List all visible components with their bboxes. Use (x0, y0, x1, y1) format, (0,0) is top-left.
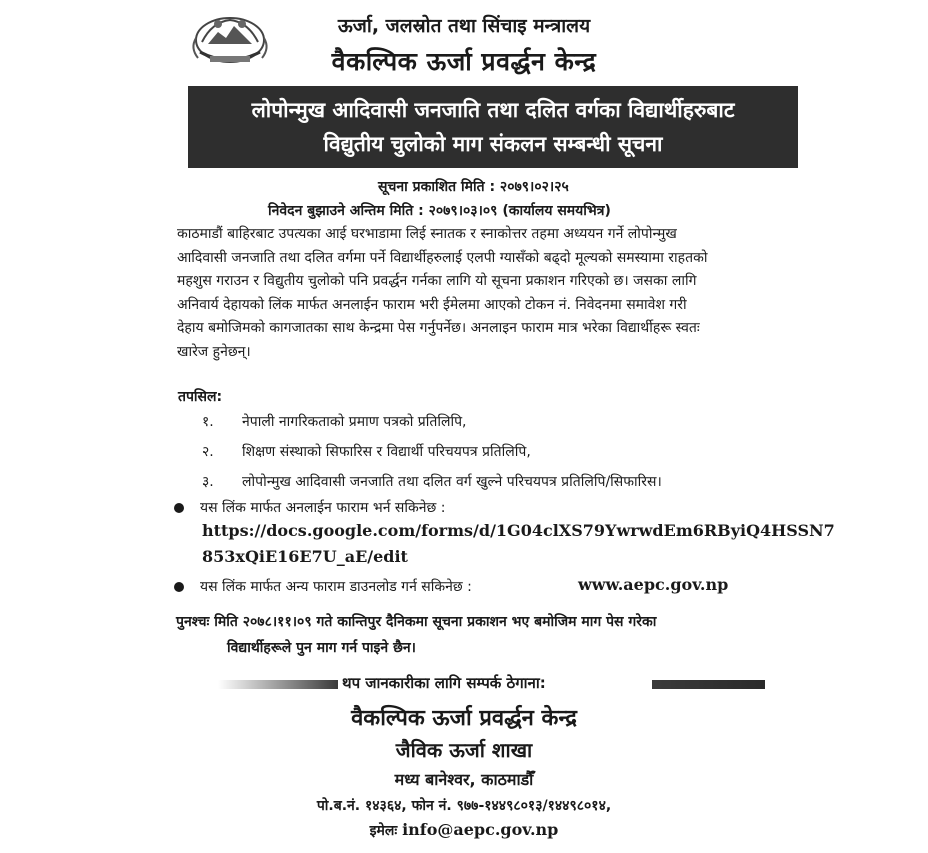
email-link[interactable]: info@aepc.gov.np (402, 820, 559, 839)
download-link-label: यस लिंक मार्फत अन्य फाराम डाउनलोड गर्न सकिनेछ : (200, 579, 472, 595)
contact-branch: जैविक ऊर्जा शाखा (395, 738, 533, 762)
list-item-text: लोपोन्मुख आदिवासी जनजाति तथा दलित वर्ग खुल्ने परिचयपत्र प्रतिलिपि/सिफारिस। (242, 474, 662, 490)
list-item-number: २. (202, 444, 214, 460)
body-line: आदिवासी जनजाति तथा दलित वर्गमा पर्ने विद्यार्थीहरुलाई एलपी ग्यासँको बढ्दो मूल्यको समस्यामा राहतको (177, 249, 708, 266)
list-item-text: शिक्षण संस्थाको सिफारिस र विद्यार्थी परिचयपत्र प्रतिलिपि, (242, 444, 531, 460)
body-line: देहाय बमोजिमको कागजातका साथ केन्द्रमा पेस गर्नुपर्नेछ। अनलाइन फाराम मात्र भरेका विद्यार्थीहरू स्वतः (177, 320, 700, 336)
download-link[interactable]: www.aepc.gov.np (578, 575, 729, 594)
body-line: खारेज हुनेछन्। (177, 343, 251, 360)
note-line-2: विद्यार्थीहरूले पुन माग गर्न पाइने छैन। (227, 640, 416, 656)
divider-right (652, 680, 765, 689)
contact-phone: पो.ब.नं. १४३६४, फोन नं. ९७७-१४४९८०१३/१४४९८०१४, (316, 798, 612, 814)
contact-heading: थप जानकारीका लागि सम्पर्क ठेगाना: (342, 674, 546, 692)
body-line: काठमाडौं बाहिरबाट उपत्यका आई घरभाडामा लिई स्नातक र स्नाकोत्तर तहमा अध्ययन गर्ने लोपोन्मुख (177, 226, 677, 242)
form-link-line-1[interactable]: https://docs.google.com/forms/d/1G04clXS79YwrwdEm6RByiQ4HSSN7 (202, 521, 835, 540)
notice-title-banner (188, 86, 798, 168)
bullet-icon (174, 582, 184, 592)
list-item-text: नेपाली नागरिकताको प्रमाण पत्रको प्रतिलिपि, (242, 414, 467, 430)
list-item-number: १. (202, 414, 214, 430)
body-line: अनिवार्य देहायको लिंक मार्फत अनलाईन फाराम भरी ईमेलमा आएको टोकन नं. निवेदनमा समावेश गरी (177, 296, 687, 313)
notice-body (177, 223, 817, 364)
body-line: महशुस गराउन र विद्युतीय चुलोको पनि प्रवर्द्धन गर्नका लागि यो सूचना प्रकाशन गरिएको छ। जसका लागि (177, 273, 697, 289)
form-link-line-2[interactable]: 853xQiE16E7U_aE/edit (202, 547, 408, 566)
form-link-label: यस लिंक मार्फत अनलाईन फाराम भर्न सकिनेछ : (200, 500, 446, 516)
contact-email-line (0, 820, 928, 840)
contact-organization: वैकल्पिक ऊर्जा प्रवर्द्धन केन्द्र (351, 706, 577, 731)
bullet-icon (174, 503, 184, 513)
note-line-1: पुनश्चः मिति २०७८।११।०९ गते कान्तिपुर दैनिकमा सूचना प्रकाशन भए बमोजिम माग पेस गरेका (176, 614, 657, 630)
notice-title-line-2: विद्युतीय चुलोको माग संकलन सम्बन्धी सूचना (323, 132, 663, 156)
contact-address: मध्य बानेश्वर, काठमाडौँ (394, 770, 534, 789)
list-item-number: ३. (202, 474, 214, 490)
ministry-name: ऊर्जा, जलस्रोत तथा सिंचाइ मन्त्रालय (337, 15, 591, 37)
details-heading: तपसिल: (178, 389, 223, 405)
notice-title-line-1: लोपोन्मुख आदिवासी जनजाति तथा दलित वर्गका विद्यार्थीहरुबाट (251, 98, 735, 122)
divider-left (218, 680, 338, 689)
email-label: इमेलः (369, 823, 398, 839)
published-date: सूचना प्रकाशित मिति : २०७९।०२।२५ (378, 179, 569, 195)
deadline-date: निवेदन बुझाउने अन्तिम मिति : २०७९।०३।०९ (कार्यालय समयभित्र) (268, 203, 611, 219)
organization-name: वैकल्पिक ऊर्जा प्रवर्द्धन केन्द्र (331, 47, 597, 76)
